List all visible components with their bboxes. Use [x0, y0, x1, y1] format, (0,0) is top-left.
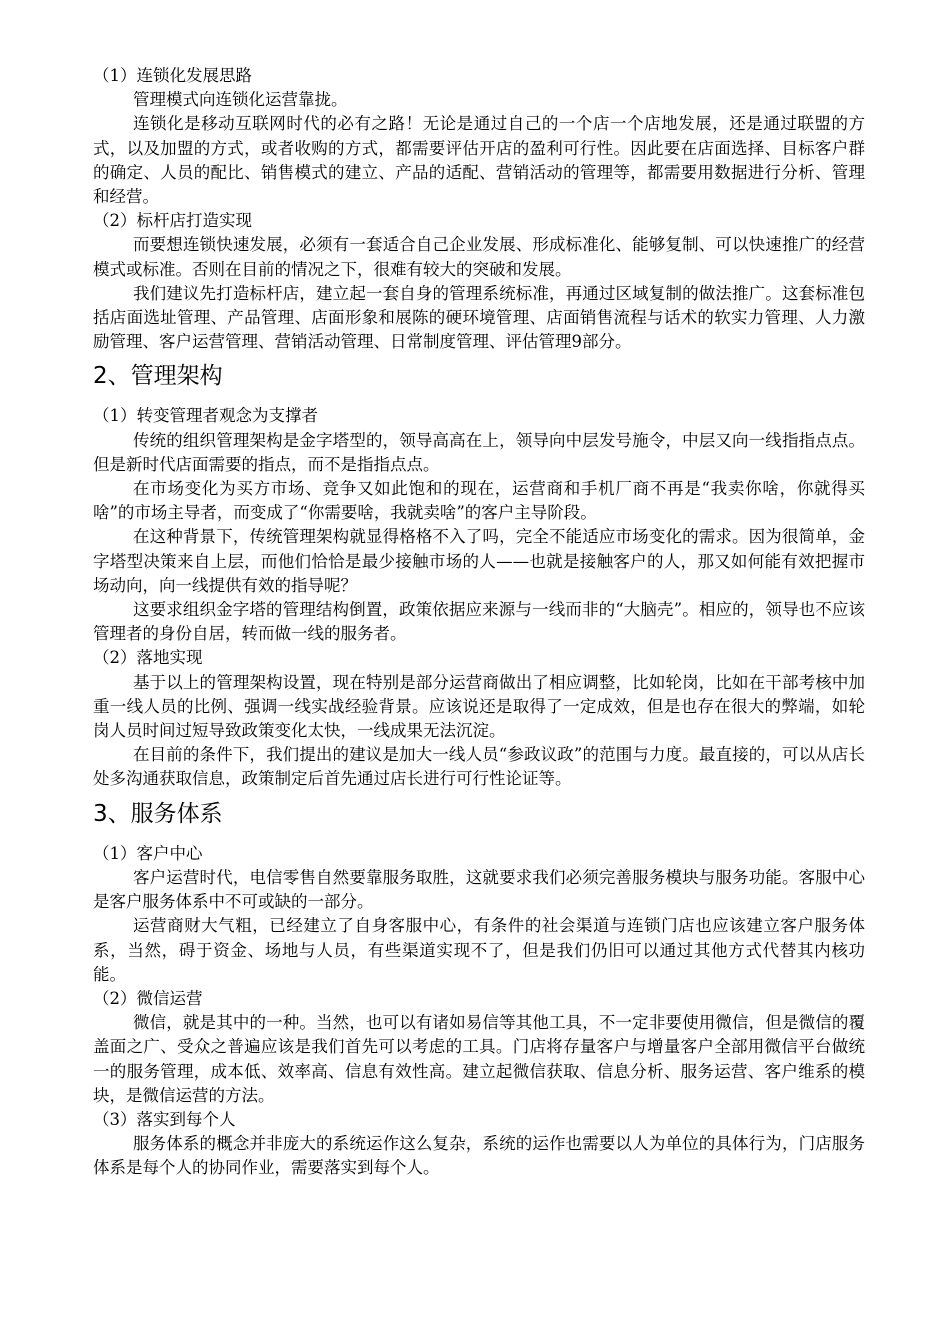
paragraph: 而要想连锁快速发展，必须有一套适合自己企业发展、形成标准化、能够复制、可以快速推广的经营模式或标准。否则在目前的情况之下，很难有较大的突破和发展。	[93, 235, 865, 279]
paragraph: 管理模式向连锁化运营靠拢。	[133, 90, 348, 110]
paragraph: 微信，就是其中的一种。当然，也可以有诸如易信等其他工具，不一定非要使用微信，但是微信的覆盖面之广、受众之普遍应该是我们首先可以考虑的工具。门店将存量客户与增量客户全部用微信平台做统一的服务管理，成本低、效率高、信息有效性高。建立起微信获取、信息分析、服务运营、客户维系的模块，是微信运营的方法。	[93, 1013, 865, 1105]
subheading-supporter-mindset: （1）转变管理者观念为支撑者	[93, 406, 318, 426]
subheading-wechat-operation: （2）微信运营	[93, 988, 203, 1008]
section-heading-service-system: 3、服务体系	[93, 800, 223, 827]
subheading-chain-strategy: （1）连锁化发展思路	[93, 66, 252, 85]
paragraph: 在目前的条件下，我们提出的建议是加大一线人员“参政议政”的范围与力度。最直接的，可以从店长处多沟通获取信息，政策制定后首先通过店长进行可行性论证等。	[93, 745, 865, 789]
paragraph: 在这种背景下，传统管理架构就显得格格不入了吗，完全不能适应市场变化的需求。因为很简单，金字塔型决策来自上层，而他们恰恰是最少接触市场的人——也就是接触客户的人，那又如何能有效把握市场动向，向一线提供有效的指导呢？	[93, 527, 865, 595]
document-page	[93, 64, 865, 1181]
paragraph: 我们建议先打造标杆店，建立起一套自身的管理系统标准，再通过区域复制的做法推广。这套标准包括店面选址管理、产品管理、店面形象和展陈的硬环境管理、店面销售流程与话术的软实力管理、人力激励管理、客户运营管理、营销活动管理、日常制度管理、评估管理9部分。	[93, 283, 865, 352]
subheading-benchmark-store: （2）标杆店打造实现	[93, 211, 252, 231]
paragraph: 传统的组织管理架构是金字塔型的，领导高高在上，领导向中层发号施令，中层又向一线指指点点。但是新时代店面需要的指点，而不是指指点点。	[93, 430, 865, 474]
paragraph: 这要求组织金字塔的管理结构倒置，政策依据应来源与一线而非的“大脑壳”。相应的，领导也不应该管理者的身份自居，转而做一线的服务者。	[93, 600, 865, 644]
paragraph: 客户运营时代，电信零售自然要靠服务取胜，这就要求我们必须完善服务模块与服务功能。客服中心是客户服务体系中不可或缺的一部分。	[93, 867, 865, 912]
paragraph: 服务体系的概念并非庞大的系统运作这么复杂，系统的运作也需要以人为单位的具体行为，门店服务体系是每个人的协同作业，需要落实到每个人。	[93, 1134, 865, 1178]
subheading-implementation: （2）落地实现	[93, 648, 203, 668]
paragraph: 在市场变化为买方市场、竞争又如此饱和的现在，运营商和手机厂商不再是“我卖你啥，你就得买啥”的市场主导者，而变成了“你需要啥，我就卖啥”的客户主导阶段。	[93, 479, 865, 523]
subheading-customer-center: （1）客户中心	[93, 843, 203, 863]
paragraph: 运营商财大气粗，已经建立了自身客服中心，有条件的社会渠道与连锁门店也应该建立客户服务体系，当然，碍于资金、场地与人员，有些渠道实现不了，但是我们仍旧可以通过其他方式代替其内核功能。	[93, 916, 865, 984]
paragraph: 连锁化是移动互联网时代的必有之路！无论是通过自己的一个店一个店地发展，还是通过联盟的方式，以及加盟的方式，或者收购的方式，都需要评估开店的盈利可行性。因此要在店面选择、目标客户群的确定、人员的配比、销售模式的建立、产品的适配、营销活动的管理等，都需要用数据进行分析、管理和经营。	[93, 114, 865, 207]
paragraph: 基于以上的管理架构设置，现在特别是部分运营商做出了相应调整，比如轮岗，比如在干部考核中加重一线人员的比例、强调一线实战经验背景。应该说还是取得了一定成效，但是也存在很大的弊端，如轮岗人员时间过短导致政策变化太快，一线成果无法沉淀。	[93, 672, 865, 741]
subheading-everyone: （3）落实到每个人	[93, 1109, 236, 1129]
section-heading-management-structure: 2、管理架构	[93, 363, 223, 390]
